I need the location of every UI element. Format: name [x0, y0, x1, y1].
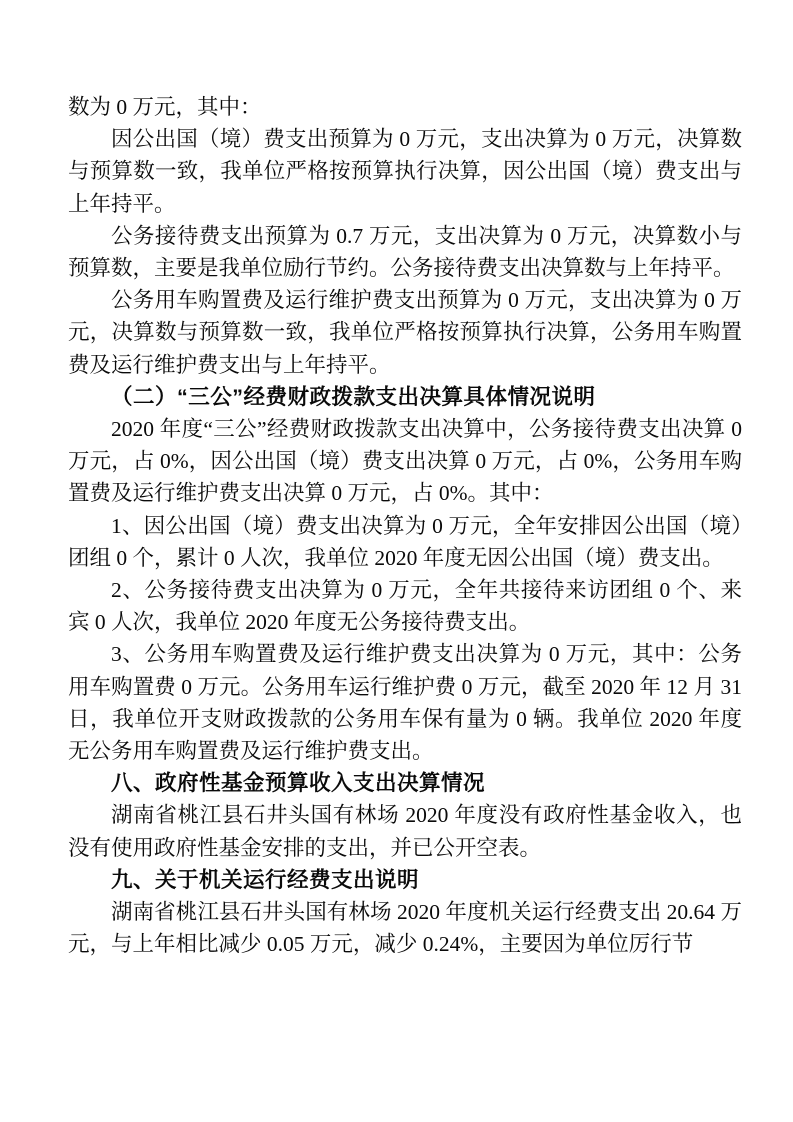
paragraph-continuation: 数为 0 万元，其中：	[68, 95, 262, 119]
section-heading-three-public-funds-detail: （二）“三公”经费财政拨款支出决算具体情况说明	[111, 384, 596, 409]
document-body	[68, 91, 742, 960]
paragraph-item-2: 2、公务接待费支出决算为 0 万元，全年共接待来访团组 0 个、来宾 0 人次，我单位 2020 年度无公务接待费支出。	[68, 578, 742, 635]
paragraph: 湖南省桃江县石井头国有林场 2020 年度机关运行经费支出 20.64 万元，与上年相比减少 0.05 万元，减少 0.24%，主要因为单位厉行节	[68, 900, 742, 957]
paragraph: 公务用车购置费及运行维护费支出预算为 0 万元，支出决算为 0 万元，决算数与预算数一致，我单位严格按预算执行决算，公务用车购置费及运行维护费支出与上年持平。	[68, 288, 742, 377]
section-heading-agency-operating-expenses: 九、关于机关运行经费支出说明	[111, 867, 420, 892]
paragraph: 2020 年度“三公”经费财政拨款支出决算中，公务接待费支出决算 0 万元，占 0%，因公出国（境）费支出决算 0 万元，占 0%，公务用车购置费及运行维护费支出决算 0 万元，占 0%。其中：	[68, 417, 742, 506]
paragraph: 公务接待费支出预算为 0.7 万元，支出决算为 0 万元，决算数小与预算数，主要是我单位励行节约。公务接待费支出决算数与上年持平。	[68, 223, 742, 281]
section-heading-government-fund-budget: 八、政府性基金预算收入支出决算情况	[111, 771, 486, 796]
paragraph-item-3: 3、公务用车购置费及运行维护费支出决算为 0 万元，其中：公务用车购置费 0 万元。公务用车运行维护费 0 万元，截至 2020 年 12 月 31 日，我单位开支财政拨款的公务用车保有量为 0 辆。我单位 2020 年度无公务用车购置费及运行维护费支出。	[68, 642, 742, 764]
paragraph: 因公出国（境）费支出预算为 0 万元，支出决算为 0 万元，决算数与预算数一致，我单位严格按预算执行决算，因公出国（境）费支出与上年持平。	[68, 127, 742, 216]
paragraph: 湖南省桃江县石井头国有林场 2020 年度没有政府性基金收入，也没有使用政府性基金安排的支出，并已公开空表。	[68, 803, 742, 860]
paragraph-item-1: 1、因公出国（境）费支出决算为 0 万元，全年安排因公出国（境）团组 0 个，累计 0 人次，我单位 2020 年度无因公出国（境）费支出。	[68, 513, 742, 570]
